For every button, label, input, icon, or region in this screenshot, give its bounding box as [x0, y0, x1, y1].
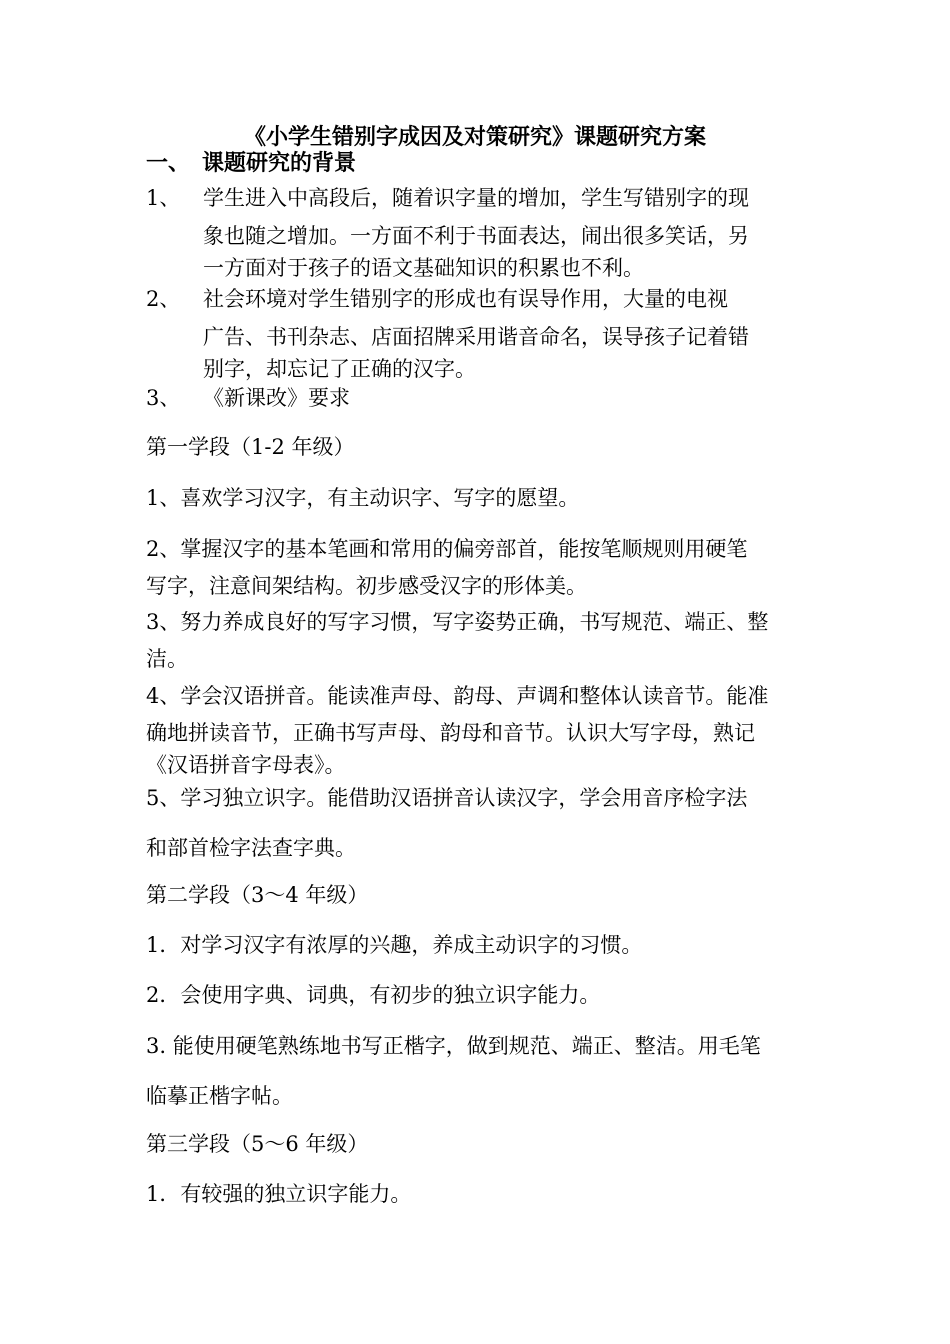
stage1-paragraph-5 — [146, 782, 811, 864]
section-heading-background — [146, 147, 356, 179]
item-line: 象也随之增加。一方面不利于书面表达，闹出很多笑话，另 — [203, 224, 749, 248]
paragraph-line: 5、学习独立识字。能借助汉语拼音认读汉字，学会用音序检字法 — [146, 786, 748, 810]
stage3-paragraph-1: 1．有较强的独立识字能力。 — [146, 1182, 412, 1206]
item-line: 学生进入中高段后，随着识字量的增加，学生写错别字的现 — [203, 186, 749, 210]
paragraph-line: 洁。 — [146, 647, 188, 671]
stage2-paragraph-2: 2．会使用字典、词典，有初步的独立识字能力。 — [146, 983, 601, 1007]
item-number: 3、 — [146, 386, 181, 410]
stage2-paragraph-1: 1．对学习汉字有浓厚的兴趣，养成主动识字的习惯。 — [146, 933, 643, 957]
paragraph-line: 和部首检字法查字典。 — [146, 836, 356, 860]
stage3-heading: 第三学段（5～6 年级） — [146, 1132, 369, 1156]
section-heading-text: 课题研究的背景 — [202, 150, 357, 176]
paragraph-line: 临摹正楷字帖。 — [146, 1084, 293, 1108]
background-item-2 — [146, 283, 811, 385]
paragraph-line: 3. 能使用硬笔熟练地书写正楷字，做到规范、端正、整洁。用毛笔 — [146, 1034, 761, 1058]
paragraph-line: 4、学会汉语拼音。能读准声母、韵母、声调和整体认读音节。能准 — [146, 684, 769, 708]
item-line: 社会环境对学生错别字的形成也有误导作用，大量的电视 — [203, 287, 728, 311]
paragraph-line: 3、努力养成良好的写字习惯，写字姿势正确，书写规范、端正、整 — [146, 610, 769, 634]
item-line: 广告、书刊杂志、店面招牌采用谐音命名，误导孩子记着错 — [203, 325, 749, 349]
background-item-1 — [146, 182, 811, 284]
paragraph-line: 《汉语拼音字母表》。 — [146, 753, 346, 777]
stage1-paragraph-1: 1、喜欢学习汉字，有主动识字、写字的愿望。 — [146, 486, 580, 510]
stage2-heading: 第二学段（3～4 年级） — [146, 883, 369, 907]
stage1-paragraph-4 — [146, 680, 811, 781]
paragraph-line: 写字，注意间架结构。初步感受汉字的形体美。 — [146, 574, 587, 598]
stage2-paragraph-3 — [146, 1030, 811, 1112]
item-line: 一方面对于孩子的语文基础知识的积累也不利。 — [203, 256, 644, 280]
section-number: 一、 — [146, 150, 191, 176]
background-item-3 — [146, 382, 811, 414]
paragraph-line: 确地拼读音节，正确书写声母、韵母和音节。认识大写字母，熟记 — [146, 721, 755, 745]
stage1-paragraph-3 — [146, 606, 811, 675]
stage1-paragraph-2 — [146, 533, 811, 602]
item-line: 《新课改》要求 — [203, 386, 350, 410]
stage1-heading: 第一学段（1-2 年级） — [146, 435, 355, 459]
item-line: 别字，却忘记了正确的汉字。 — [203, 357, 476, 381]
paragraph-line: 2、掌握汉字的基本笔画和常用的偏旁部首，能按笔顺规则用硬笔 — [146, 537, 748, 561]
item-number: 2、 — [146, 287, 181, 311]
item-number: 1、 — [146, 186, 181, 210]
document-title: 《小学生错别字成因及对策研究》课题研究方案 — [243, 124, 706, 150]
